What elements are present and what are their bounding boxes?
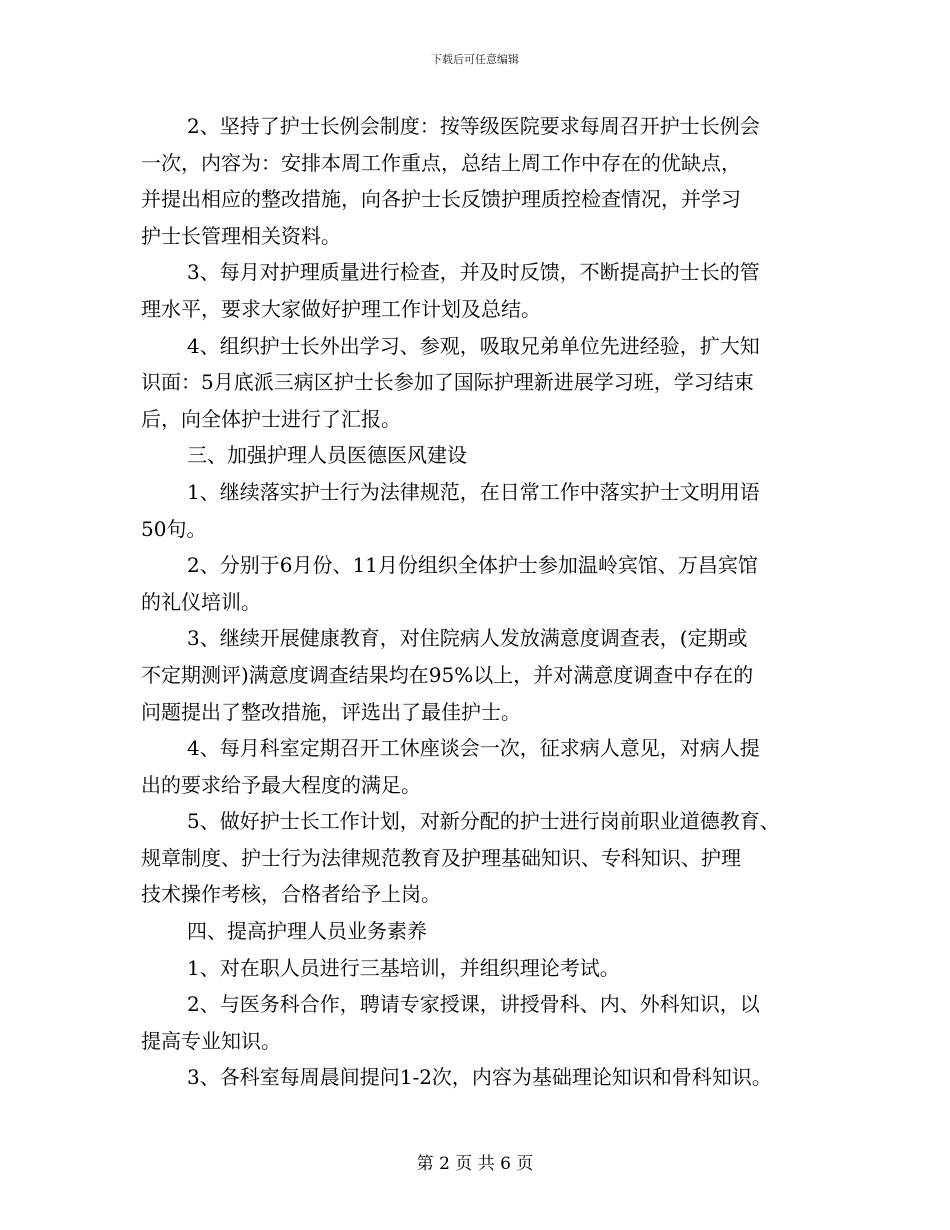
text-line: 四、提高护理人员业务素养	[187, 919, 427, 944]
page-header: 下载后可任意编辑	[431, 53, 519, 66]
text-line: 三、加强护理人员医德医风建设	[187, 443, 467, 468]
text-line: 3、每月对护理质量进行检查，并及时反馈，不断提高护士长的管	[187, 260, 760, 285]
paragraph	[141, 1059, 821, 1096]
text-line: 4、组织护士长外出学习、参观，吸取兄弟单位先进经验，扩大知	[187, 333, 760, 358]
text-line: 技术操作考核，合格者给予上岗。	[141, 882, 441, 907]
paragraph	[141, 474, 821, 547]
paragraph	[141, 620, 821, 730]
text-line: 护士长管理相关资料。	[141, 223, 341, 248]
document-body	[141, 108, 821, 1096]
text-line: 3、各科室每周晨间提问1-2次，内容为基础理论知识和骨科知识。	[187, 1065, 772, 1090]
section-heading	[141, 437, 821, 474]
text-line: 并提出相应的整改措施，向各护士长反馈护理质控检查情况，并学习	[141, 187, 741, 212]
text-line: 2、分别于6月份、11月份组织全体护士参加温岭宾馆、万昌宾馆	[187, 553, 758, 578]
paragraph	[141, 108, 821, 254]
paragraph	[141, 547, 821, 620]
text-line: 提高专业知识。	[141, 1028, 281, 1053]
section-heading	[141, 913, 821, 950]
paragraph	[141, 950, 821, 987]
paragraph	[141, 328, 821, 438]
text-line: 50句。	[141, 516, 207, 541]
text-line: 理水平，要求大家做好护理工作计划及总结。	[141, 296, 541, 321]
text-line: 3、继续开展健康教育，对住院病人发放满意度调查表，(定期或	[187, 626, 748, 651]
text-line: 5、做好护士长工作计划，对新分配的护士进行岗前职业道德教育、	[187, 809, 780, 834]
text-line: 识面：5月底派三病区护士长参加了国际护理新进展学习班，学习结束	[141, 370, 754, 395]
text-line: 问题提出了整改措施，评选出了最佳护士。	[141, 699, 521, 724]
text-line: 一次，内容为：安排本周工作重点，总结上周工作中存在的优缺点，	[141, 150, 741, 175]
paragraph	[141, 254, 821, 327]
text-line: 4、每月科室定期召开工休座谈会一次，征求病人意见，对病人提	[187, 736, 760, 761]
text-line: 后，向全体护士进行了汇报。	[141, 406, 401, 431]
text-line: 1、继续落实护士行为法律规范，在日常工作中落实护士文明用语	[187, 479, 760, 504]
paragraph	[141, 730, 821, 803]
text-line: 的礼仪培训。	[141, 589, 261, 614]
paragraph	[141, 803, 821, 913]
text-line: 规章制度、护士行为法律规范教育及护理基础知识、专科知识、护理	[141, 845, 741, 870]
text-line: 出的要求给予最大程度的满足。	[141, 772, 421, 797]
text-line: 不定期测评)满意度调查结果均在95%以上，并对满意度调查中存在的	[141, 662, 754, 687]
text-line: 1、对在职人员进行三基培训，并组织理论考试。	[187, 955, 620, 980]
page-number: 第 2 页 共 6 页	[416, 1154, 534, 1174]
paragraph	[141, 986, 821, 1059]
text-line: 2、与医务科合作，聘请专家授课，讲授骨科、内、外科知识，以	[187, 992, 760, 1017]
text-line: 2、坚持了护士长例会制度：按等级医院要求每周召开护士长例会	[187, 114, 760, 138]
